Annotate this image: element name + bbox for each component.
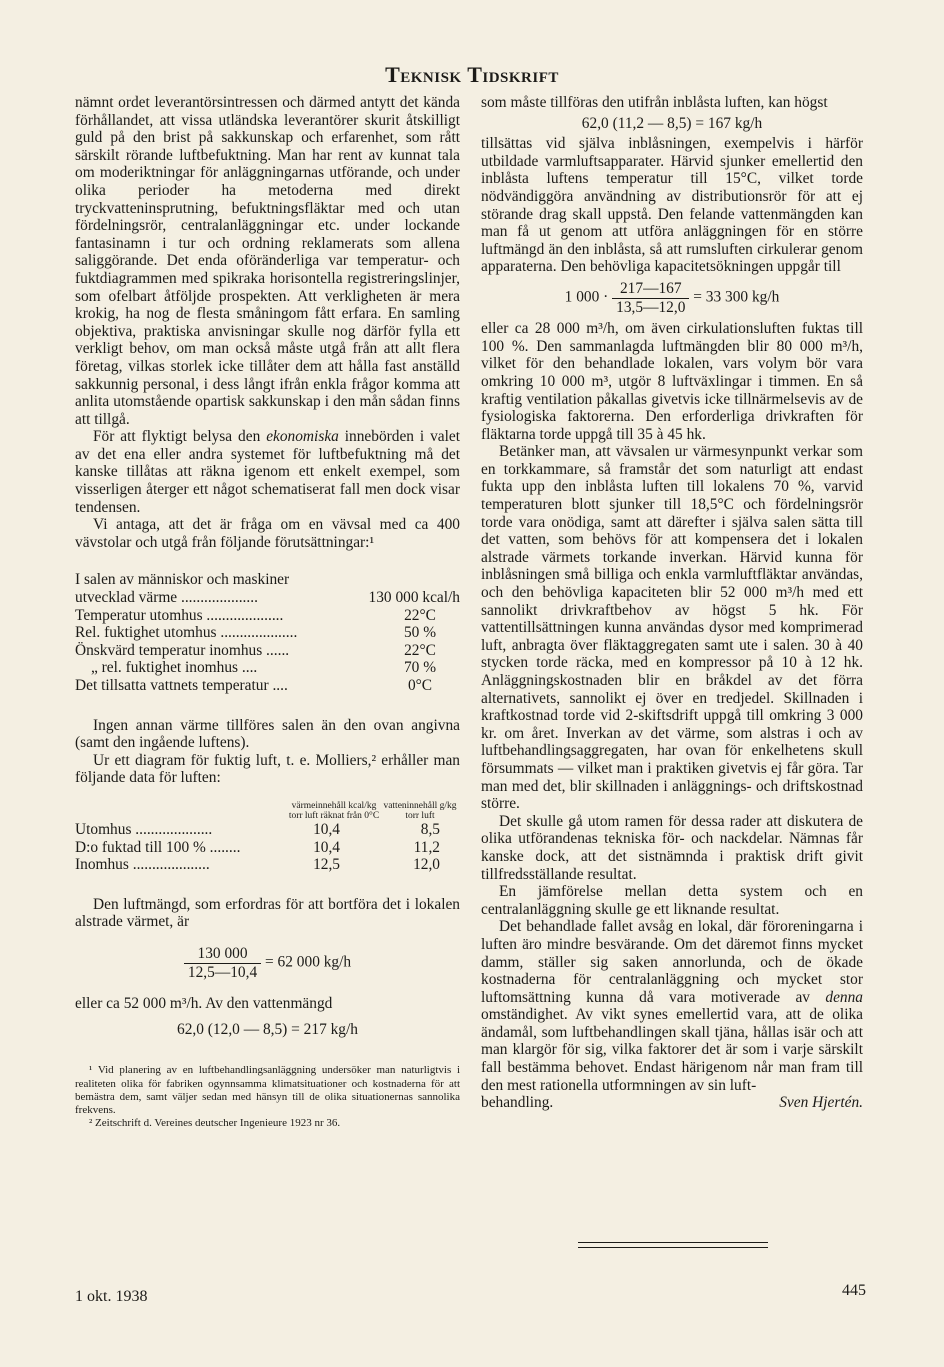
fraction	[184, 945, 261, 981]
row-label: Utomhus ....................	[75, 820, 213, 838]
column-header: vatteninnehåll g/kg torr luft	[383, 800, 457, 821]
condition-value: 0°C	[407, 677, 433, 694]
paragraph: Vi antaga, att det är fråga om en vävsal med ca 400 vävstolar och utgå från följande förutsättningar:¹	[75, 516, 460, 551]
condition-row	[75, 589, 460, 607]
footnote: ¹ Vid planering av en luftbehandlingsanläggning undersöker man naturligtvis i realiteten olika för fabriken ogynnsamma klimatsituationer och kostnaderna för att bemästra dem, samt väljer sedan med hänsyn till de olika situationernas sannolika frekvens.	[75, 1064, 460, 1116]
paragraph: Ur ett diagram för fuktig luft, t. e. Molliers,² erhåller man följande data för luften:	[75, 751, 460, 787]
emphasis: ekonomiska	[266, 428, 339, 446]
left-column	[75, 94, 460, 1130]
column-header: värmeinnehåll kcal/kg torr luft räknat från 0°C	[288, 800, 380, 821]
condition-label: Det tillsatta vattnets temperatur ....	[75, 677, 288, 694]
cell-value: 12,0	[413, 856, 440, 874]
condition-value: 22°C	[404, 641, 436, 659]
cell-value: 8,5	[420, 820, 440, 838]
condition-row	[75, 659, 460, 677]
fraction	[612, 280, 689, 316]
air-data-table	[75, 801, 460, 874]
condition-value: 22°C	[404, 606, 436, 624]
equation	[481, 280, 863, 316]
text-run: För att flyktigt belysa den	[93, 428, 267, 446]
condition-row	[75, 607, 460, 625]
condition-label: Önskvärd temperatur inomhus ......	[75, 641, 290, 659]
condition-value: 50 %	[403, 624, 437, 642]
paragraph: Den luftmängd, som erfordras för att bortföra det i lokalen alstrade värmet, är	[75, 895, 460, 931]
condition-row	[75, 571, 460, 589]
paragraph: Det skulle gå utom ramen för dessa rader att diskutera de olika utförandenas tekniska för- och nackdelar. Nämnas får kanske dock, att det sistnämnda i praktisk drift givit tillfredsställande resultat.	[481, 812, 863, 883]
condition-row	[75, 642, 460, 660]
table-row	[75, 821, 460, 839]
paragraph: Ingen annan värme tillföres salen än den ovan angivna (samt den ingående luftens).	[75, 716, 460, 752]
row-label: D:o fuktad till 100 % ........	[75, 838, 241, 856]
paragraph: En jämförelse mellan detta system och en centralanläggning skulle ge ett liknande resultat.	[481, 883, 863, 918]
equation: 62,0 (11,2 — 8,5) = 167 kg/h	[581, 114, 763, 132]
denominator: 12,5—10,4	[184, 963, 261, 982]
condition-row	[75, 624, 460, 642]
condition-label: I salen av människor och maskiner	[75, 571, 290, 589]
condition-value	[360, 571, 460, 589]
footnotes	[75, 1064, 460, 1130]
table-row	[75, 839, 460, 857]
end-rule	[578, 1242, 768, 1248]
equation-result: = 62 000 kg/h	[265, 953, 352, 971]
text-run: Det behandlade fallet avsåg en lokal, där föroreningarna i luften äro mindre besvärande. Om det däremot finns mycket damm, ställer sig saken annorlunda, och de ökade kostnaderna för centralanläggning och mycket stor luftomsättning kunna då vara motiverade av	[481, 918, 863, 1006]
paragraph: som måste tillföras den utifrån inblåsta luften, kan högst	[481, 94, 828, 111]
condition-label: Temperatur utomhus ....................	[75, 606, 284, 624]
text-run: omständighet. Av vikt synes emellertid vara, att de olika ändamål, som luftbehandlingen skall tjäna, hållas isär och att man klargör för sig, vilka faktorer det är som i varje särskilt fall bestämma behovet. Endast härigenom når man fram till den mest rationella utformningen av sin luft-	[481, 1006, 863, 1094]
paragraph: tillsättas vid själva inblåsningen, exempelvis i härför utbildade varmluftsapparater. Härvid sjunker emellertid den inblåsta luftens temperatur till 15°C, vilket torde nödvändiggöra användning av distributionsrör för att ej störande drag skall uppstå. Den felande vattenmängden kan man få ut genom att utföra anläggningen för en större luftmängd än den inblåsta, så att rumsluften cirkulerar genom apparaterna. Den behövliga kapacitetsökningen uppgår till	[481, 135, 863, 276]
denominator: 13,5—12,0	[612, 298, 689, 317]
numerator: 130 000	[197, 944, 248, 962]
table-row	[75, 856, 460, 874]
cell-value: 10,4	[313, 820, 340, 838]
paragraph: Betänker man, att vävsalen ur värmesynpunkt verkar som en torkkammare, så framstår det som naturligt att endast fukta upp den inblåsta luften till lokalens 70 %, varvid temperaturen blott sjunker till 18,5°C och fördelningsrör torde vara onödiga, samt att därefter i själva salen sätta till det vatten, som behövs för att kompensera det i lokalen alstrade värmets torkande inverkan. Härvid kunna för inblåsningen små billiga och enkla varmluftfläktar användas, och den behövliga kapaciteten blir 52 000 m³/h med ett sannolikt drivkraftbehov av högst 5 hk. För vattentillsättningen kunna användas dysor med komprimerad luft, anbragta över fläktaggregaten samt ute i salen. 30 à 40 stycken torde räcka, med en kompressor på 10 à 12 hk. Anläggningskostnaden blir en bråkdel av det förra alternativets, sannolikt ej över en tredjedel. Skillnaden i kraftkostnad torde vid 2-skiftsdrift uppgå till omkring 3 000 kr. om året. Inverkan av det värme, som alstras i och av luftbehandlingsaggregaten, har ovan för enkelhetens skull försummats — vilket man i praktiken givetvis ej får göra. Tar man med det, blir skillnaden i anläggnings- och driftskostnad större.	[481, 443, 863, 813]
paragraph	[481, 918, 863, 1094]
cell-value: 10,4	[313, 838, 340, 856]
equation	[75, 945, 460, 981]
equation-lhs: 1 000 ·	[564, 288, 609, 306]
issue-date: 1 okt. 1938	[75, 1288, 148, 1305]
condition-value: 70 %	[403, 659, 437, 677]
paragraph: eller ca 52 000 m³/h. Av den vattenmängd	[75, 995, 333, 1013]
conditions-list	[75, 571, 460, 694]
emphasis: denna	[825, 988, 863, 1006]
condition-label: utvecklad värme ....................	[75, 589, 258, 607]
author-signature: Sven Hjertén.	[779, 1094, 863, 1112]
paragraph: eller ca 28 000 m³/h, om även cirkulationsluften fuktas till 100 %. Den sammanlagda luftmängden blir 80 000 m³/h, vilket för den behandlade lokalen, vars volym bör vara omkring 10 000 m³, utgör 8 luftväxlingar i timmen. En så kraftig ventilation påkallas givetvis icke tillnärmelsevis av de fysiologiska faktorerna. Den erforderliga drivkraften för fläktarna torde uppgå till 35 à 45 hk.	[481, 320, 863, 443]
condition-value: 130 000 kcal/h	[368, 589, 460, 607]
running-head: Teknisk Tidskrift	[385, 62, 559, 87]
equation: 62,0 (12,0 — 8,5) = 217 kg/h	[177, 1020, 358, 1038]
cell-value: 12,5	[313, 856, 340, 874]
numerator: 217—167	[619, 279, 682, 297]
condition-label: „ rel. fuktighet inomhus ....	[91, 659, 258, 677]
cell-value: 11,2	[413, 838, 440, 856]
row-label: Inomhus ....................	[75, 856, 210, 874]
table-header	[75, 801, 460, 821]
paragraph	[75, 428, 460, 516]
text-run: innebörden i valet av det ena eller andra systemet för luftbefuktning må det kanske tillåtas att räkna igenom ett enkelt exempel, som visserligen återger ett något schematiserat fall men dock visar tendensen.	[75, 428, 461, 516]
footnote: ² Zeitschrift d. Vereines deutscher Ingenieure 1923 nr 36.	[89, 1117, 341, 1130]
page-number: 445	[842, 1282, 866, 1299]
signature-line	[481, 1094, 863, 1112]
condition-row	[75, 677, 460, 695]
condition-label: Rel. fuktighet utomhus ....................	[75, 624, 298, 642]
paragraph: nämnt ordet leverantörsintressen och därmed antytt det kända förhållandet, att vissa utländska leverantörer skurit åtskilligt guld på den brist på sakkunskap och erfarenhet, som rått särskilt rörande luftbefuktning. Man har rent av kunnat tala om moderiktningar för anläggningarnas utförande, och under olika perioder ha metoderna med direkt tryckvatteninsprutning, befuktningsfläktar med och utan fördelningsrör, centralanläggningar etc. under lockande fantasinamn i tur och ordning reklamerats som allena saliggörande. Det enda oföränderliga var temperatur- och fuktdiagrammen med spikraka horisontella registreringslinjer, som ofelbart åtföljde prospekten. Att verkligheten är mera krokig, ha nog de flesta småningom fått erfara. En samling objektiva, praktiska anvisningar skulle nog därför fylla ett verkligt behov, om man också måste utgå från att allt flera företag, vilkas storlek icke tillåter dem att hålla fast anställd sakkunnig personal, i dess långt ifrån enkla frågor komma att anlita utomstående opartisk sakkunskap i den mån sådan finns att tillgå.	[75, 94, 460, 428]
text-run: behandling.	[481, 1094, 554, 1112]
equation-result: = 33 300 kg/h	[693, 288, 780, 306]
right-column	[481, 94, 863, 1112]
